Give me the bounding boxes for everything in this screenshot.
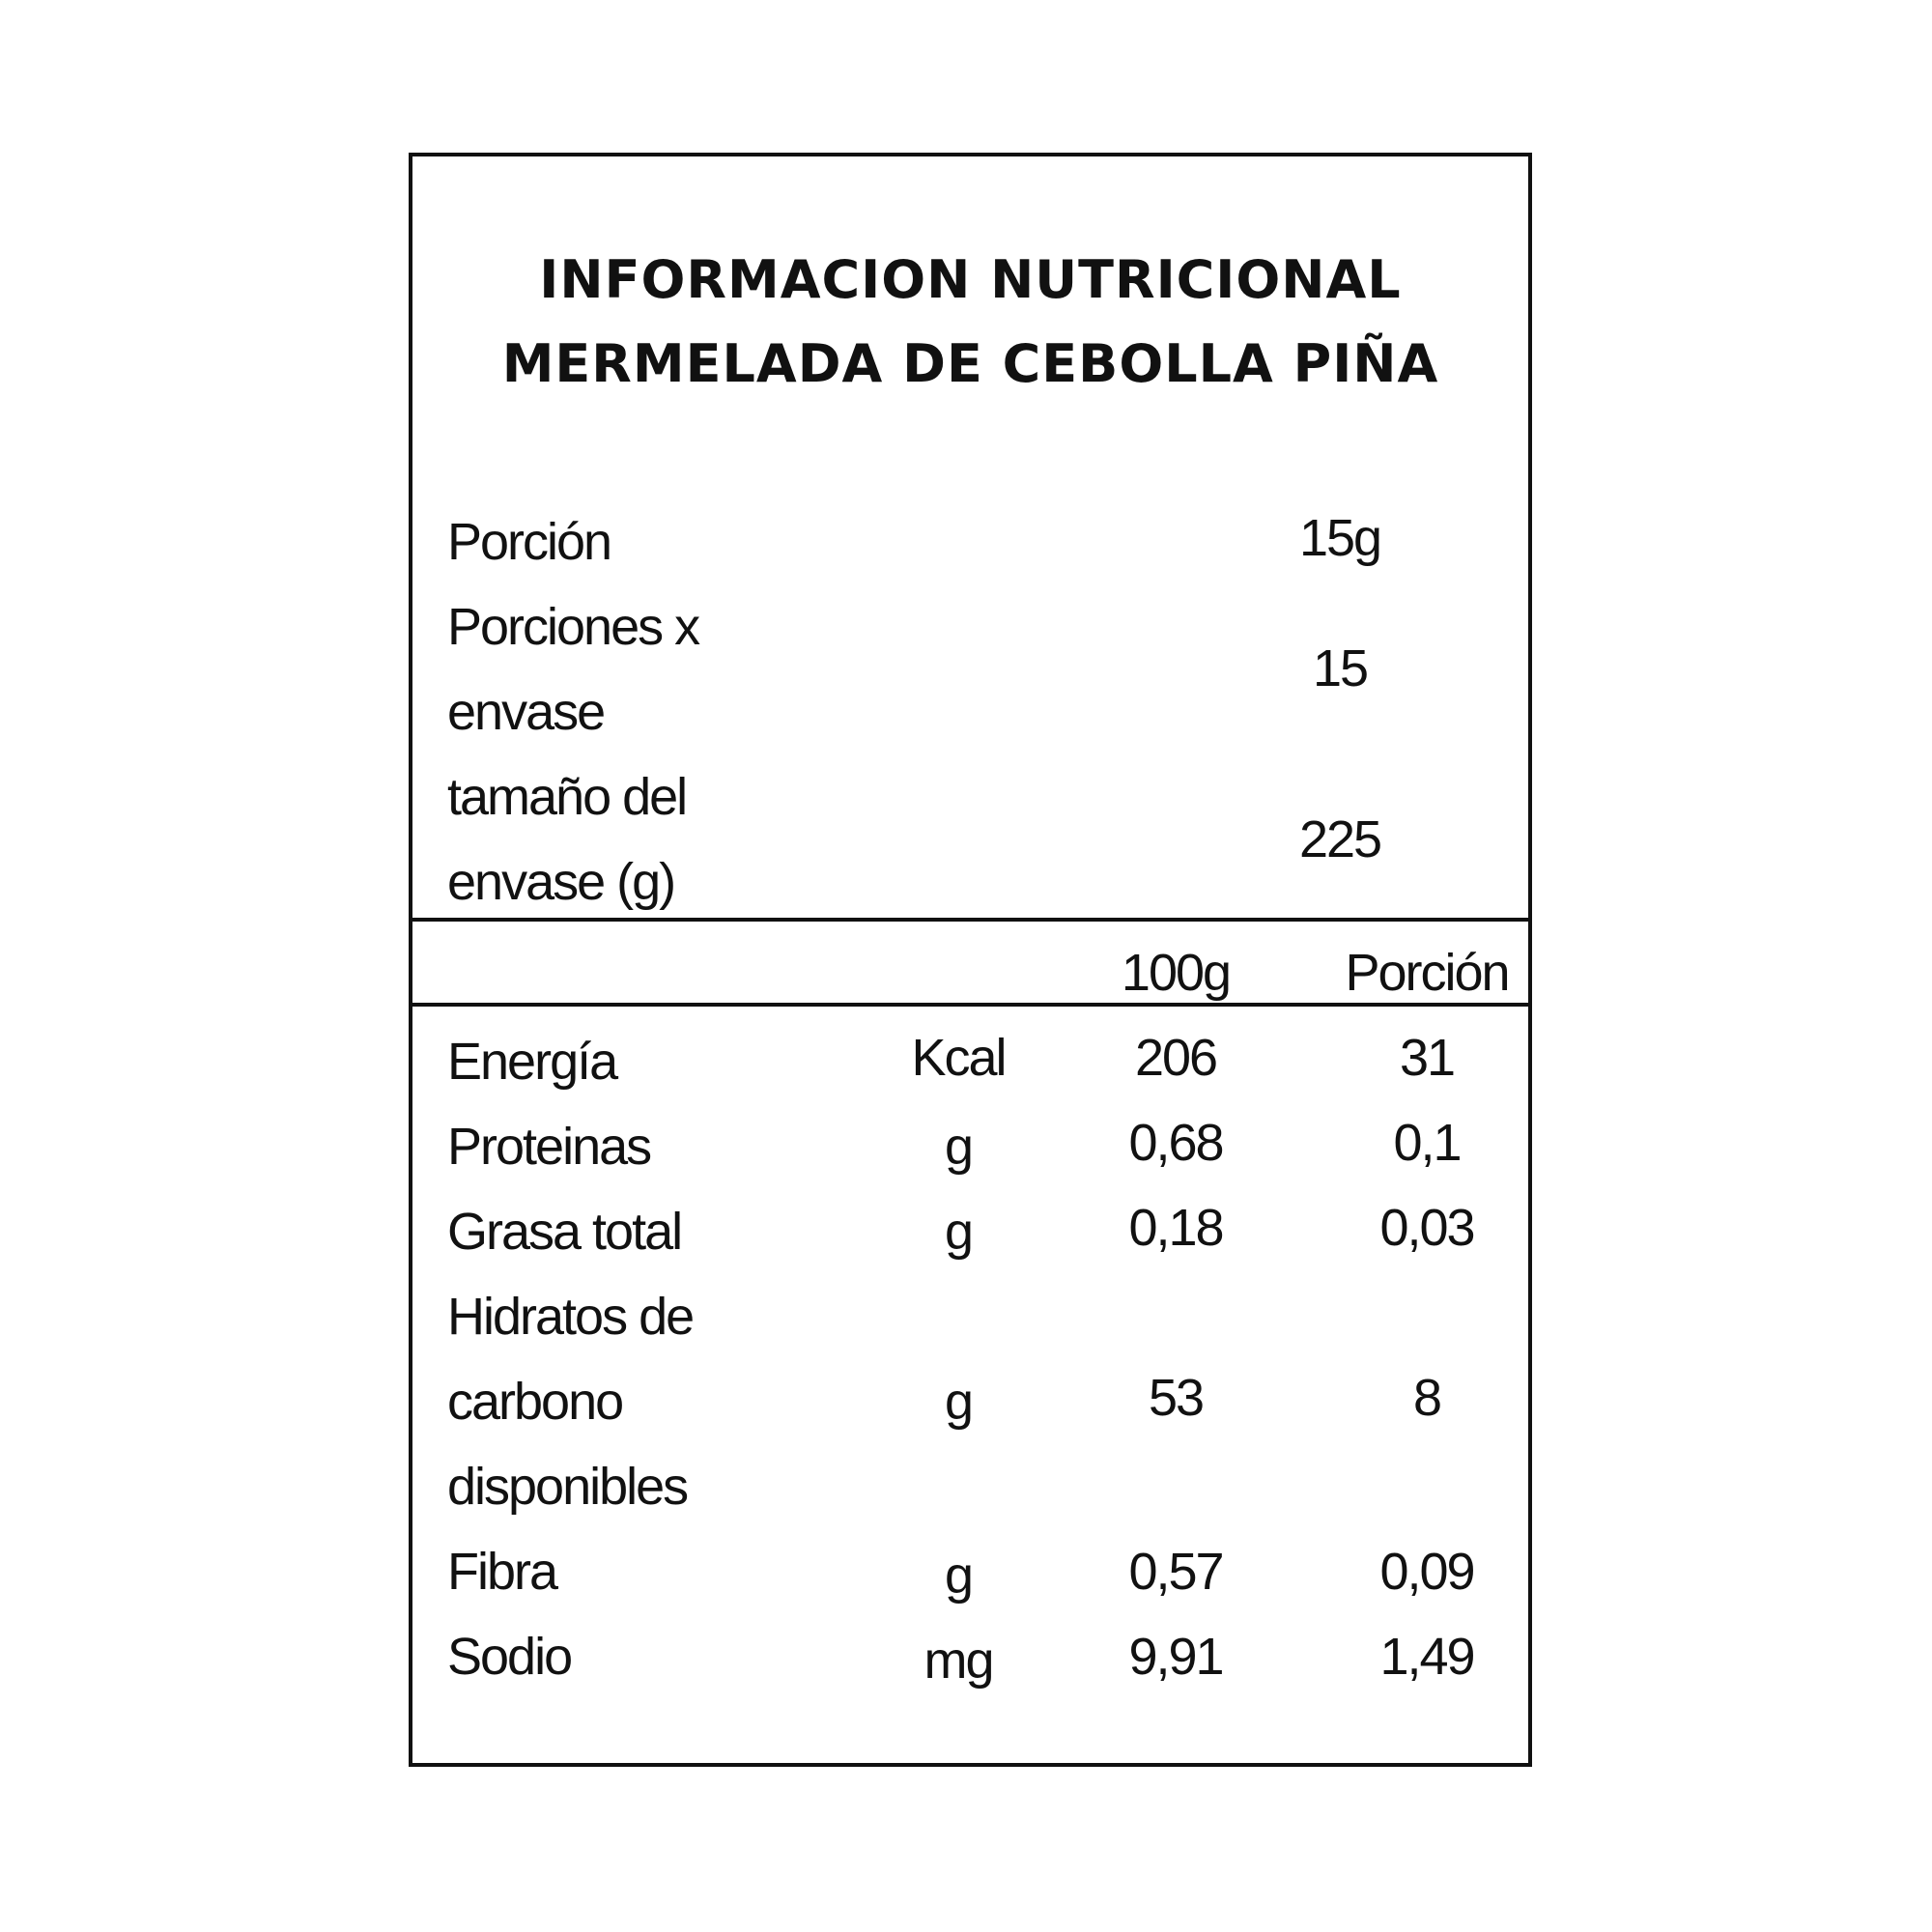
nutrient-name-hidratos-line2: carbono bbox=[447, 1373, 623, 1431]
pack-size-value: 225 bbox=[1298, 810, 1381, 868]
nutrient-100g-sodio: 9,91 bbox=[1128, 1628, 1223, 1686]
pack-size-label-line2: envase (g) bbox=[447, 853, 675, 911]
label-title: INFORMACION NUTRICIONAL bbox=[539, 249, 1402, 310]
nutrient-unit-hidratos: g bbox=[944, 1373, 973, 1431]
column-header-100g: 100g bbox=[1121, 944, 1231, 1002]
nutrition-facts-label bbox=[409, 153, 1532, 1767]
nutrient-portion-grasa: 0,03 bbox=[1379, 1199, 1474, 1257]
nutrient-name-proteinas: Proteinas bbox=[447, 1118, 651, 1176]
nutrient-100g-proteinas: 0,68 bbox=[1128, 1114, 1223, 1172]
nutrient-portion-fibra: 0,09 bbox=[1379, 1543, 1474, 1601]
pack-size-label-line1: tamaño del bbox=[447, 768, 687, 826]
portion-label: Porción bbox=[447, 513, 611, 571]
nutrient-portion-proteinas: 0,1 bbox=[1393, 1114, 1461, 1172]
portions-per-pack-value: 15 bbox=[1312, 639, 1368, 697]
nutrient-name-sodio: Sodio bbox=[447, 1628, 572, 1686]
nutrient-portion-hidratos: 8 bbox=[1412, 1369, 1441, 1427]
nutrient-portion-sodio: 1,49 bbox=[1379, 1628, 1474, 1686]
nutrient-100g-energia: 206 bbox=[1134, 1029, 1217, 1087]
nutrient-name-energia: Energía bbox=[447, 1033, 617, 1091]
portion-value: 15g bbox=[1298, 509, 1381, 567]
nutrient-name-fibra: Fibra bbox=[447, 1543, 557, 1601]
nutrient-100g-hidratos: 53 bbox=[1148, 1369, 1204, 1427]
product-name: MERMELADA DE CEBOLLA PIÑA bbox=[501, 333, 1439, 394]
divider-header bbox=[412, 1003, 1528, 1007]
nutrient-100g-grasa: 0,18 bbox=[1128, 1199, 1223, 1257]
portions-per-pack-label-line1: Porciones x bbox=[447, 598, 699, 656]
column-header-portion: Porción bbox=[1345, 944, 1509, 1002]
nutrient-name-hidratos-line3: disponibles bbox=[447, 1458, 688, 1516]
nutrient-unit-fibra: g bbox=[944, 1547, 973, 1605]
nutrient-unit-grasa: g bbox=[944, 1203, 973, 1261]
nutrient-name-hidratos-line1: Hidratos de bbox=[447, 1288, 694, 1346]
portions-per-pack-label-line2: envase bbox=[447, 683, 605, 741]
nutrient-unit-energia: Kcal bbox=[911, 1029, 1006, 1087]
nutrient-unit-sodio: mg bbox=[923, 1632, 993, 1690]
nutrient-unit-proteinas: g bbox=[944, 1118, 973, 1176]
nutrient-name-grasa: Grasa total bbox=[447, 1203, 682, 1261]
nutrient-100g-fibra: 0,57 bbox=[1128, 1543, 1223, 1601]
nutrient-portion-energia: 31 bbox=[1399, 1029, 1455, 1087]
divider-top bbox=[412, 918, 1528, 922]
